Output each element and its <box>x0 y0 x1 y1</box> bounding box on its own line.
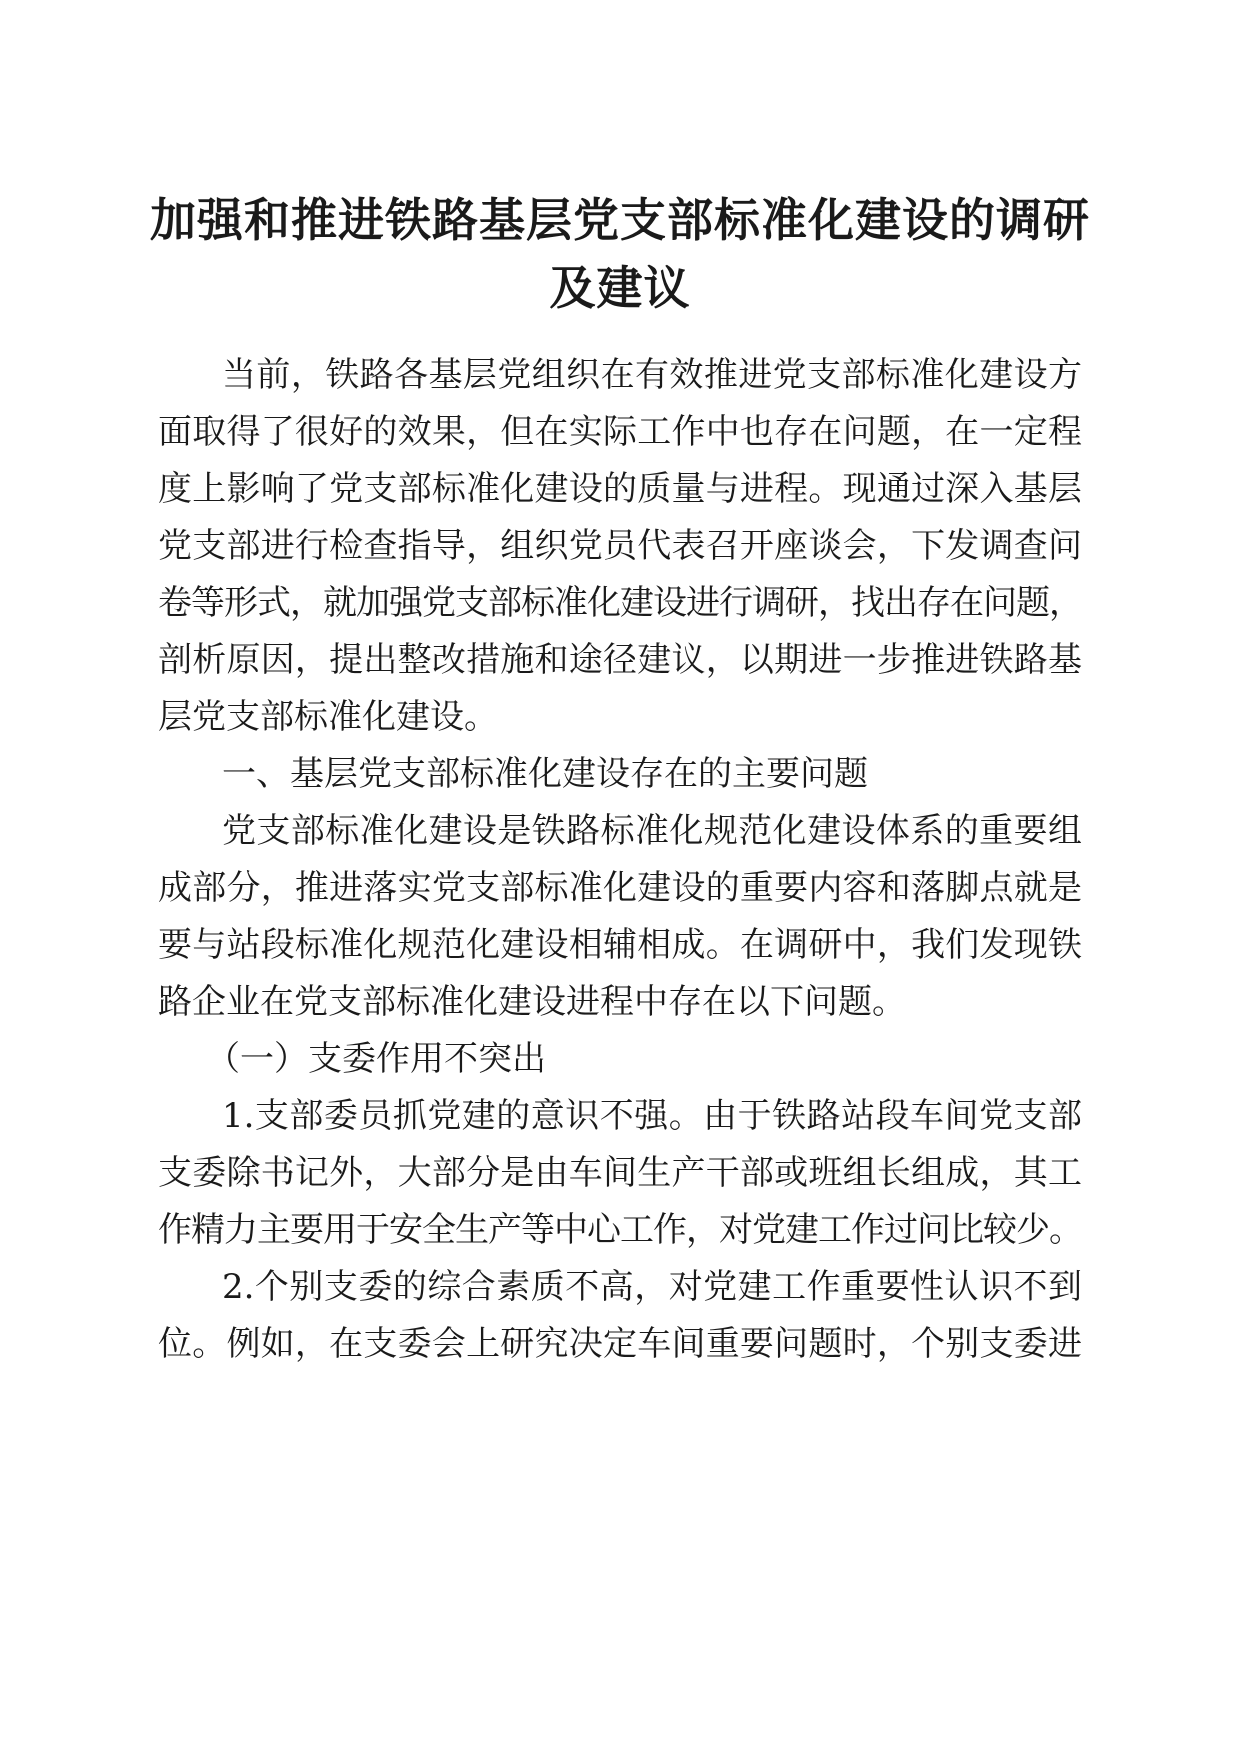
section-heading-1: 一、基层党支部标准化建设存在的主要问题 <box>222 754 868 794</box>
item-2-line-2: 位。例如，在支委会上研究决定车间重要问题时，个别支委进 <box>158 1324 1082 1364</box>
item-1-line-2: 支委除书记外，大部分是由车间生产干部或班组长组成，其工 <box>158 1153 1082 1193</box>
paragraph-2-line-4: 路企业在党支部标准化建设进程中存在以下问题。 <box>158 982 906 1022</box>
paragraph-1-line-6: 剖析原因，提出整改措施和途径建议，以期进一步推进铁路基 <box>158 640 1082 680</box>
item-1-line-3: 作精力主要用于安全生产等中心工作，对党建工作过问比较少。 <box>158 1210 1082 1250</box>
paragraph-2-line-3: 要与站段标准化规范化建设相辅相成。在调研中，我们发现铁 <box>158 925 1082 965</box>
item-1-line-1: 1.支部委员抓党建的意识不强。由于铁路站段车间党支部 <box>222 1096 1082 1136</box>
paragraph-1-line-1: 当前，铁路各基层党组织在有效推进党支部标准化建设方 <box>222 355 1082 395</box>
paragraph-1-line-3: 度上影响了党支部标准化建设的质量与进程。现通过深入基层 <box>158 469 1082 509</box>
paragraph-1-line-2: 面取得了很好的效果，但在实际工作中也存在问题，在一定程 <box>158 412 1082 452</box>
paragraph-2-line-1: 党支部标准化建设是铁路标准化规范化建设体系的重要组 <box>222 811 1082 851</box>
subsection-heading-1: （一）支委作用不突出 <box>206 1039 546 1079</box>
item-2-line-1: 2.个别支委的综合素质不高，对党建工作重要性认识不到 <box>222 1267 1082 1307</box>
paragraph-2-line-2: 成部分，推进落实党支部标准化建设的重要内容和落脚点就是 <box>158 868 1082 908</box>
paragraph-1-line-7: 层党支部标准化建设。 <box>158 697 498 737</box>
document-title-line-1: 加强和推进铁路基层党支部标准化建设的调研 <box>150 193 1090 247</box>
paragraph-1-line-5: 卷等形式，就加强党支部标准化建设进行调研，找出存在问题， <box>158 583 1082 623</box>
paragraph-1-line-4: 党支部进行检查指导，组织党员代表召开座谈会，下发调查问 <box>158 526 1082 566</box>
document-title-line-2: 及建议 <box>549 261 691 315</box>
